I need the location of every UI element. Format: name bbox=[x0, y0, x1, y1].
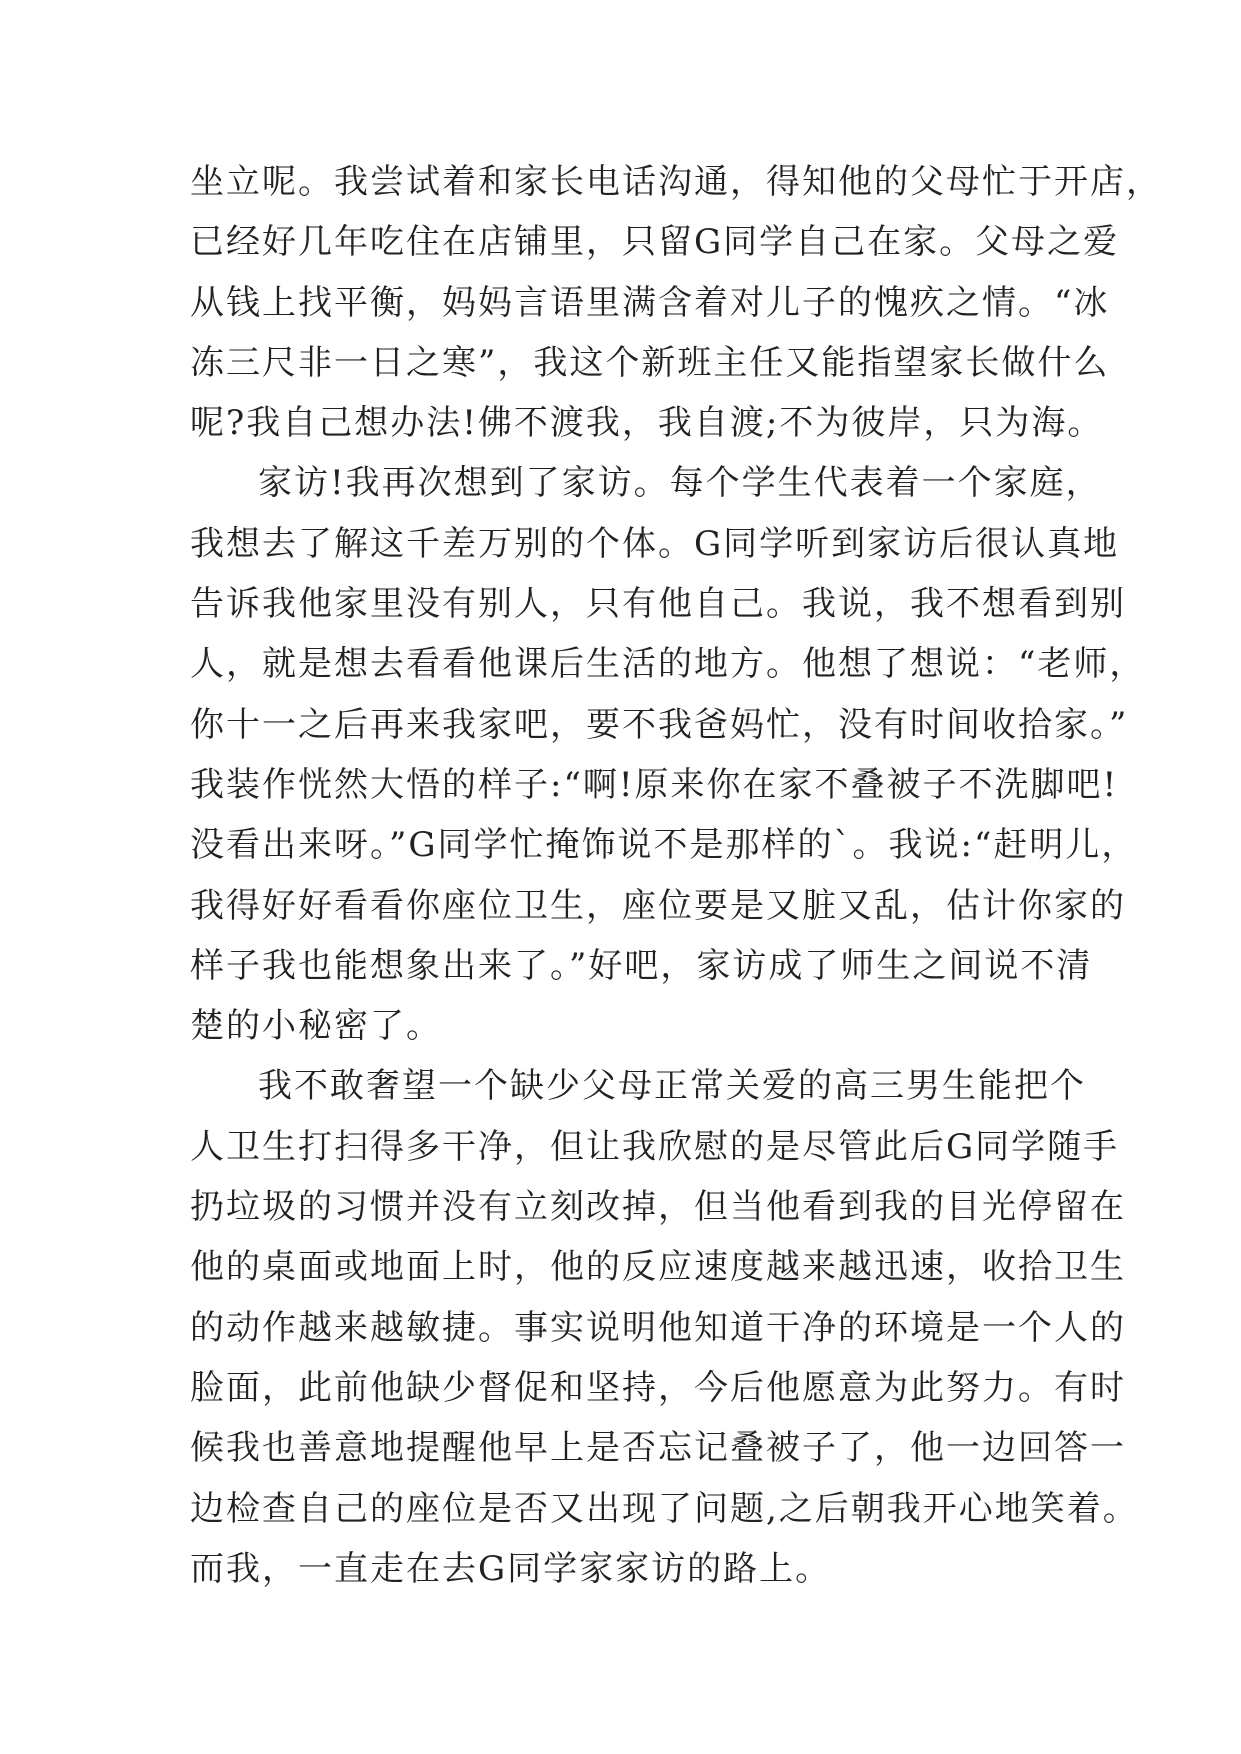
paragraph-3-line-6: 脸面，此前他缺少督促和坚持，今后他愿意为此努力。有时 bbox=[190, 1367, 1126, 1408]
paragraph-1-line-3: 从钱上找平衡，妈妈言语里满含着对儿子的愧疚之情。“冰 bbox=[190, 282, 1110, 323]
paragraph-2-line-9: 样子我也能想象出来了。”好吧，家访成了师生之间说不清 bbox=[190, 945, 1093, 986]
paragraph-1-line-1: 坐立呢。我尝试着和家长电话沟通，得知他的父母忙于开店， bbox=[190, 162, 1162, 202]
paragraph-3-line-8: 边检查自己的座位是否又出现了问题,之后朝我开心地笑着。 bbox=[190, 1488, 1139, 1529]
paragraph-2-line-1: 家访!我再次想到了家访。每个学生代表着一个家庭， bbox=[258, 463, 1102, 504]
paragraph-3-line-1: 我不敢奢望一个缺少父母正常关爱的高三男生能把个 bbox=[258, 1066, 1086, 1107]
paragraph-2-line-2: 我想去了解这千差万别的个体。G同学听到家访后很认真地 bbox=[190, 523, 1120, 564]
body-text bbox=[190, 152, 1162, 1599]
paragraph-1-line-5: 呢?我自己想办法!佛不渡我，我自渡;不为彼岸，只为海。 bbox=[190, 403, 1104, 444]
paragraph-2-line-5: 你十一之后再来我家吧，要不我爸妈忙，没有时间收拾家。” bbox=[190, 704, 1129, 745]
paragraph-2-line-4: 人，就是想去看看他课后生活的地方。他想了想说：“老师， bbox=[190, 644, 1146, 685]
paragraph-3-line-2: 人卫生打扫得多干净，但让我欣慰的是尽管此后G同学随手 bbox=[190, 1126, 1120, 1167]
paragraph-2-line-10: 楚的小秘密了。 bbox=[190, 1006, 442, 1047]
paragraph-1-line-2: 已经好几年吃住在店铺里，只留G同学自己在家。父母之爱 bbox=[190, 222, 1120, 263]
paragraph-2-line-8: 我得好好看看你座位卫生，座位要是又脏又乱，估计你家的 bbox=[190, 885, 1126, 926]
paragraph-3-line-9: 而我，一直走在去G同学家家访的路上。 bbox=[190, 1548, 832, 1589]
paragraph-2-line-3: 告诉我他家里没有别人，只有他自己。我说，我不想看到别 bbox=[190, 584, 1126, 625]
paragraph-2-line-6: 我装作恍然大悟的样子:“啊!原来你在家不叠被子不洗脚吧! bbox=[190, 764, 1119, 805]
paragraph-3-line-5: 的动作越来越敏捷。事实说明他知道干净的环境是一个人的 bbox=[190, 1307, 1126, 1348]
paragraph-3-line-4: 他的桌面或地面上时，他的反应速度越来越迅速，收拾卫生 bbox=[190, 1247, 1126, 1288]
paragraph-2-line-7: 没看出来呀。”G同学忙掩饰说不是那样的`。我说:“赶明儿， bbox=[190, 825, 1138, 866]
paragraph-3-line-3: 扔垃圾的习惯并没有立刻改掉，但当他看到我的目光停留在 bbox=[190, 1187, 1126, 1228]
paragraph-3-line-7: 候我也善意地提醒他早上是否忘记叠被子了，他一边回答一 bbox=[190, 1428, 1126, 1469]
paragraph-1-line-4: 冻三尺非一日之寒”，我这个新班主任又能指望家长做什么 bbox=[190, 342, 1110, 383]
